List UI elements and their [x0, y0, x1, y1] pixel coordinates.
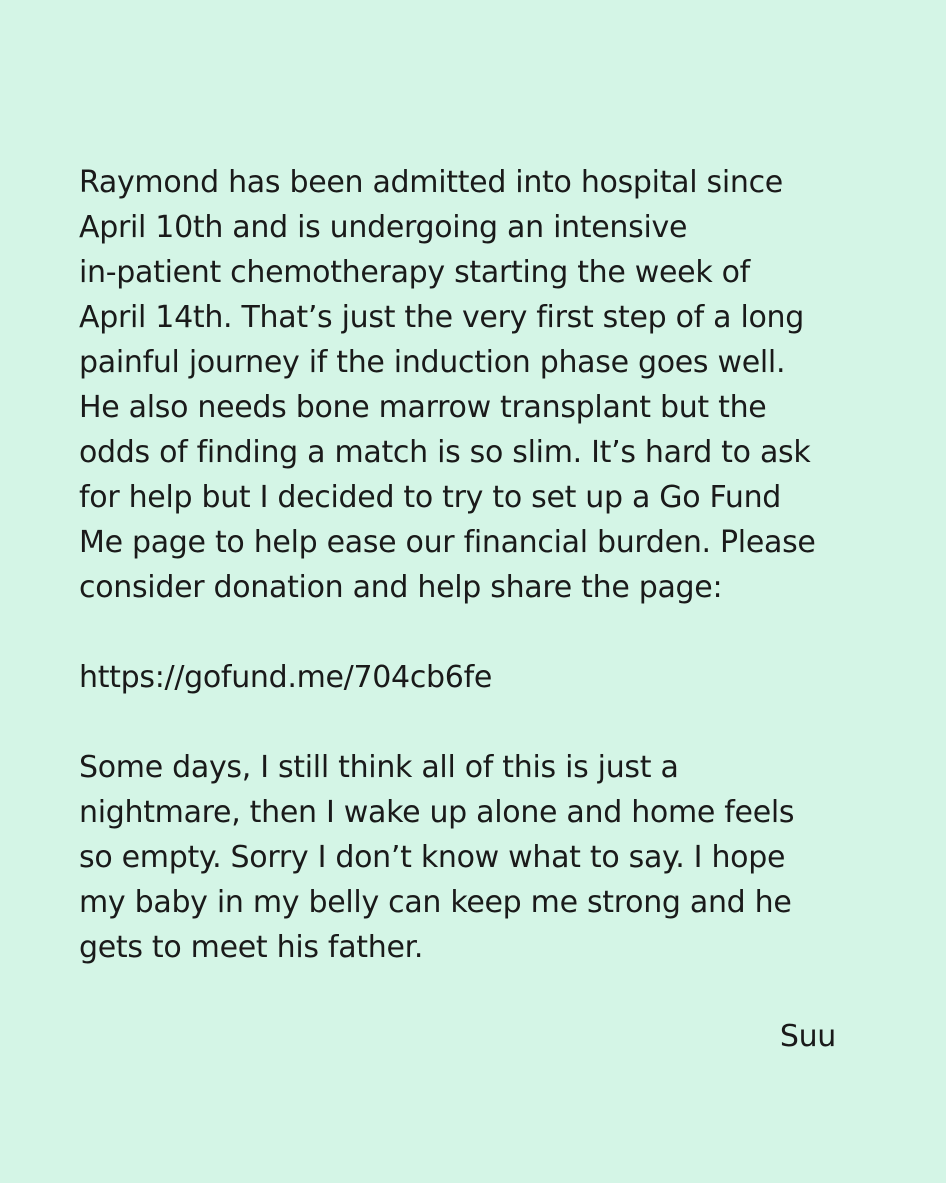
text-line: Raymond has been admitted into hospital since [79, 165, 783, 200]
paragraph-gap [79, 610, 859, 655]
paragraph-gap [79, 700, 859, 745]
text-line: painful journey if the induction phase goes well. [79, 345, 786, 380]
paragraph-1 [79, 160, 859, 610]
text-line: Me page to help ease our financial burden. Please [79, 525, 816, 560]
text-line: in-patient chemotherapy starting the week of [79, 255, 750, 290]
text-line: odds of finding a match is so slim. It’s hard to ask [79, 435, 811, 470]
text-line: consider donation and help share the page: [79, 570, 723, 605]
text-line: so empty. Sorry I don’t know what to say. I hope [79, 840, 786, 875]
text-line: He also needs bone marrow transplant but the [79, 390, 767, 425]
text-line: nightmare, then I wake up alone and home feels [79, 795, 795, 830]
signature: Suu [779, 1019, 836, 1054]
text-line: April 10th and is undergoing an intensive [79, 210, 688, 245]
text-line: gets to meet his father. [79, 930, 424, 965]
paragraph-2 [79, 745, 859, 970]
gofundme-link: https://gofund.me/704cb6fe [79, 660, 492, 695]
letter-body [79, 160, 859, 970]
text-line: April 14th. That’s just the very first step of a long [79, 300, 805, 335]
text-line: my baby in my belly can keep me strong and he [79, 885, 792, 920]
text-line: for help but I decided to try to set up a Go Fund [79, 480, 782, 515]
text-line: Some days, I still think all of this is just a [79, 750, 679, 785]
